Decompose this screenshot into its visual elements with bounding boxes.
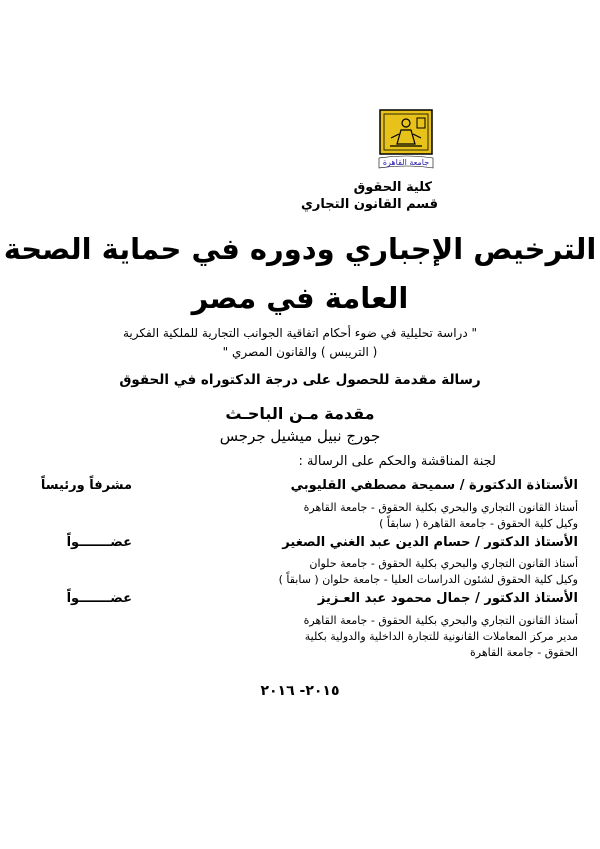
member-name: الأستاذ الدكتور / جمال محمود عبد العـزيز — [317, 591, 578, 606]
member-description — [279, 556, 578, 588]
committee-member — [22, 478, 578, 496]
logo-caption: جامعة القاهرة — [382, 158, 430, 167]
subtitle-line-1: " دراسة تحليلية في ضوء أحكام اتفاقية الجوانب التجارية للملكية الفكرية — [122, 326, 478, 340]
member-name: الأستاذ الدكتور / حسام الدين عبد الغني الصغير — [282, 535, 578, 550]
department-name: قسم القانون التجاري — [301, 197, 438, 212]
thesis-title-line-2: العامة في مصر — [191, 281, 409, 315]
member-desc-line: أستاذ القانون التجاري والبحري بكلية الحقوق - جامعة القاهرة — [303, 614, 578, 627]
academic-years: ٢٠١٥- ٢٠١٦ — [260, 683, 340, 699]
researcher-label: مقدمة مـن الباحـث — [225, 404, 375, 423]
researcher-name: جورج نبيل ميشيل جرجس — [219, 427, 381, 445]
member-description — [304, 613, 578, 661]
degree-statement: رسالة مقدمة للحصول على درجة الدكتوراه في الحقوق — [119, 372, 481, 388]
member-name: الأستاذة الدكتورة / سميحة مصطفي القليوبي — [290, 478, 578, 493]
member-desc-line: أستاذ القانون التجاري والبحري بكلية الحقوق - جامعة حلوان — [309, 557, 578, 570]
member-role: عضـــــــواً — [66, 591, 132, 606]
university-logo — [377, 108, 435, 174]
member-desc-line: أستاذ القانون التجاري والبحري بكلية الحقوق - جامعة القاهرة — [303, 501, 578, 514]
committee-member — [22, 535, 578, 553]
member-role: عضـــــــواً — [66, 535, 132, 550]
faculty-name: كلية الحقوق — [353, 180, 432, 195]
member-desc-line: وكيل كلية الحقوق - جامعة القاهرة ( سابقاً ) — [379, 517, 578, 530]
subtitle-line-2: ( التريبس ) والقانون المصري " — [222, 345, 378, 359]
member-desc-line: الحقوق - جامعة القاهرة — [470, 646, 578, 659]
thesis-title-line-1: الترخيص الإجباري ودوره في حماية الصحة — [3, 232, 597, 266]
member-role: مشرفاً ورئيساً — [40, 478, 132, 493]
member-desc-line: وكيل كلية الحقوق لشئون الدراسات العليا - جامعة حلوان ( سابقاً ) — [278, 573, 578, 586]
committee-member — [22, 591, 578, 609]
committee-title: لجنة المناقشة والحكم على الرسالة : — [298, 454, 496, 469]
member-description — [304, 500, 578, 532]
member-desc-line: مدير مركز المعاملات القانونية للتجارة الداخلية والدولية بكلية — [304, 630, 578, 643]
